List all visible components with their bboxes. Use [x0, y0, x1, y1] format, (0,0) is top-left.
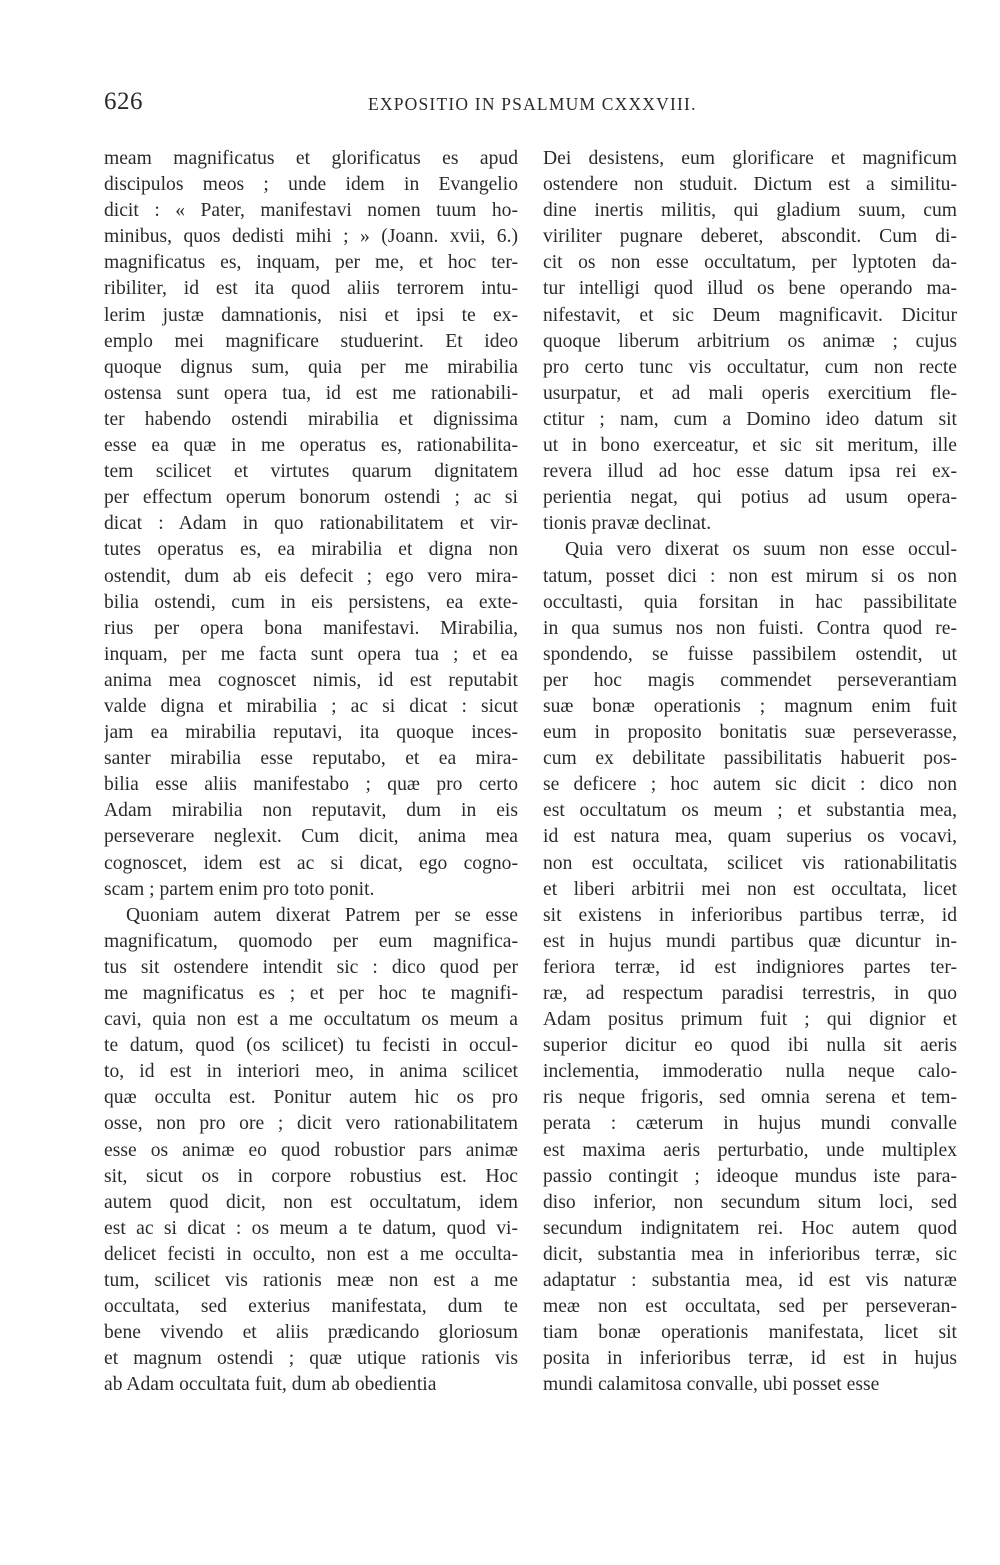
right-text-column — [543, 146, 957, 1399]
left-column-line: te datum, quod (os scilicet) tu fecisti in occul- — [104, 1035, 518, 1057]
right-column-line: posita in inferioribus terræ, id est in hujus — [543, 1348, 957, 1370]
left-column-line: meam magnificatus et glorificatus es apud — [104, 148, 518, 169]
right-column-line: viriliter pugnare deberet, abscondit. Cum di- — [543, 226, 957, 248]
right-column-line: usurpatur, et ad mali operis exercitium fle- — [543, 382, 957, 404]
left-column-line: bilia esse aliis manifestabo ; quæ pro certo — [104, 774, 518, 796]
right-column-line: ctitur ; nam, cum a Domino ideo datum sit — [543, 408, 957, 430]
left-column-line: dicit : « Pater, manifestavi nomen tuum ho- — [104, 200, 518, 222]
right-column-line: dine inertis militis, qui gladium suum, cum — [543, 200, 957, 222]
left-column-line: et magnum ostendi ; quæ utique rationis vis — [104, 1348, 518, 1370]
page-header — [104, 88, 960, 120]
right-column-line: se deficere ; hoc autem sic dicit : dico non — [543, 774, 957, 796]
right-column-line: est in hujus mundi partibus quæ dicuntur in- — [543, 930, 957, 952]
right-column-line: sit existens in inferioribus partibus terræ, id — [543, 904, 957, 926]
left-column-line: esse ea quæ in me operatus es, rationabilita- — [104, 435, 518, 457]
left-column-line: ab Adam occultata fuit, dum ab obedientia — [104, 1374, 437, 1396]
left-column-line: ter habendo ostendi mirabilia et dignissima — [104, 408, 518, 430]
left-column-line: to, id est in interiori meo, in anima scilicet — [104, 1061, 518, 1083]
left-column-line: me magnificatus es ; et per hoc te magnifi- — [104, 983, 518, 1004]
right-column-line: meæ non est occultata, sed per perseveran- — [543, 1296, 957, 1318]
left-column-line: Adam mirabilia non reputavit, dum in eis — [104, 800, 518, 822]
right-column-line: pro certo tunc vis occultatur, cum non recte — [543, 356, 957, 378]
right-column-line: cit os non esse occultatum, per lyptoten da- — [543, 252, 957, 274]
right-column-line: revera illud ad hoc esse datum ipsa rei ex- — [543, 461, 957, 483]
left-column-line: per effectum operum bonorum ostendi ; ac si — [104, 487, 518, 509]
right-column-line: adaptatur : substantia mea, id est vis naturæ — [543, 1270, 957, 1292]
right-column-line: dicit, substantia mea in inferioribus terræ, sic — [543, 1243, 957, 1265]
left-column-line: sit, sicut os in corpore robustius est. Hoc — [104, 1165, 518, 1187]
right-column-line: Quia vero dixerat os suum non esse occul- — [565, 539, 957, 561]
left-column-line: scam ; partem enim pro toto ponit. — [104, 878, 375, 900]
left-column-line: bene vivendo et aliis prædicando gloriosum — [104, 1322, 518, 1344]
left-column-line: cognoscet, idem est ac si dicat, ego cogno- — [104, 852, 518, 874]
left-column-line: tum, scilicet vis rationis meæ non est a me — [104, 1270, 518, 1292]
left-column-line: anima mea cognoscet nimis, id est reputabit — [104, 669, 518, 691]
right-column-line: est maxima aeris perturbatio, unde multiplex — [543, 1139, 957, 1161]
left-column-line: discipulos meos ; unde idem in Evangelio — [104, 174, 518, 196]
left-column-line: quoque dignus sum, quia per me mirabilia — [104, 356, 518, 378]
right-column-line: Adam positus primum fuit ; qui dignior et — [543, 1009, 957, 1031]
right-column-line: per hoc magis commendet perseverantiam — [543, 669, 957, 691]
left-column-line: rius per opera bona manifestavi. Mirabilia, — [104, 617, 518, 639]
left-column-line: magnificatum, quomodo per eum magnifica- — [104, 930, 518, 952]
right-column-line: ut in bono exerceatur, et sic sit meritum, ille — [543, 435, 957, 457]
page-number: 626 — [104, 88, 143, 115]
right-column-line: est occultatum os meum ; et substantia mea, — [543, 800, 957, 822]
right-column-line: ostendere non studuit. Dictum est a similitu- — [543, 174, 957, 196]
right-column-line: id est natura mea, quam superius os vocavi, — [543, 826, 957, 848]
left-column-line: delicet fecisti in occulto, non est a me occulta- — [104, 1243, 518, 1265]
left-column-line: quæ occulta est. Ponitur autem hic os pro — [104, 1087, 518, 1109]
right-column-line: inclementia, immoderatio nulla neque calo- — [543, 1061, 957, 1083]
left-text-column — [104, 146, 518, 1399]
right-column-line: ræ, ad respectum paradisi terrestris, in quo — [543, 983, 957, 1004]
running-title: EXPOSITIO IN PSALMUM CXXXVIII. — [368, 94, 697, 114]
right-column-line: et liberi arbitrii mei non est occultata, licet — [543, 878, 957, 900]
left-column-line: magnificatus es, inquam, per me, et hoc ter- — [104, 252, 518, 274]
right-column-line: perientia negat, qui potius ad usum opera- — [543, 487, 957, 509]
right-column-line: cum ex debilitate passibilitatis habuerit pos- — [543, 748, 957, 770]
right-column-line: diso inferior, non secundum situm loci, sed — [543, 1191, 957, 1213]
left-column-line: osse, non pro ore ; dicit vero rationabilitatem — [104, 1113, 518, 1135]
right-column-line: quoque liberum arbitrium os animæ ; cujus — [543, 330, 957, 352]
right-column-line: ris neque frigoris, sed omnia serena et tem- — [543, 1087, 957, 1109]
right-column-line: secundum indignitatem rei. Hoc autem quod — [543, 1217, 957, 1239]
left-column-line: jam ea mirabilia reputavi, ita quoque inces- — [104, 722, 518, 744]
right-column-line: feriora terræ, id est indigniores partes ter- — [543, 956, 957, 978]
right-column-line: in qua sumus nos non fuisti. Contra quod re- — [543, 617, 957, 639]
left-column-line: perseverare neglexit. Cum dicit, anima mea — [104, 826, 518, 848]
left-column-line: ostensa sunt opera tua, id est me rationabili- — [104, 382, 518, 404]
left-column-line: tutes operatus es, ea mirabilia et digna non — [104, 539, 518, 561]
right-column-line: perata : cæterum in hujus mundi convalle — [543, 1113, 957, 1135]
left-column-line: est ac si dicat : os meum a te datum, quod vi- — [104, 1217, 518, 1239]
left-column-line: santer mirabilia esse reputabo, et ea mira- — [104, 748, 518, 770]
right-column-line: occultasti, quia forsitan in hac passibilitate — [543, 591, 957, 613]
left-column-line: minibus, quos dedisti mihi ; » (Joann. xvii, 6.) — [104, 226, 518, 248]
right-column-line: superior dicitur eo quod ibi nulla sit aeris — [543, 1035, 957, 1057]
right-column-line: tionis pravæ declinat. — [543, 513, 712, 535]
left-column-line: autem quod dicit, non est occultatum, idem — [104, 1191, 518, 1213]
right-column-line: tur intelligi quod illud os bene operando ma- — [543, 278, 957, 300]
right-column-line: mundi calamitosa convalle, ubi posset esse — [543, 1374, 880, 1396]
left-column-line: cavi, quia non est a me occultatum os meum a — [104, 1009, 518, 1031]
left-column-line: inquam, per me facta sunt opera tua ; et ea — [104, 643, 518, 665]
left-column-line: Quoniam autem dixerat Patrem per se esse — [126, 904, 518, 926]
left-column-line: ostendit, dum ab eis defecit ; ego vero mira- — [104, 565, 518, 587]
left-column-line: dicat : Adam in quo rationabilitatem et vir- — [104, 513, 518, 535]
left-column-line: tus sit ostendere intendit sic : dico quod per — [104, 956, 518, 978]
right-column-line: spondendo, se fuisse passibilem ostendit, ut — [543, 643, 957, 665]
right-column-line: Dei desistens, eum glorificare et magnificum — [543, 148, 957, 169]
right-column-line: suæ bonæ operationis ; magnum enim fuit — [543, 695, 957, 717]
right-column-line: eum in proposito bonitatis suæ perseverasse, — [543, 722, 957, 744]
right-column-line: tatum, posset dici : non est mirum si os non — [543, 565, 957, 587]
left-column-line: valde digna et mirabilia ; ac si dicat : sicut — [104, 695, 518, 717]
left-column-line: emplo mei magnificare studuerint. Et ideo — [104, 330, 518, 352]
left-column-line: lerim justæ damnationis, nisi et ipsi te ex- — [104, 304, 518, 326]
left-column-line: ribiliter, id est ita quod aliis terrorem intu- — [104, 278, 518, 300]
left-column-line: bilia ostendi, cum in eis persistens, ea exte- — [104, 591, 518, 613]
right-column-line: tiam bonæ operationis manifestata, licet sit — [543, 1322, 957, 1344]
left-column-line: occultata, sed exterius manifestata, dum te — [104, 1296, 518, 1318]
right-column-line: non est occultata, scilicet vis rationabilitatis — [543, 852, 957, 874]
left-column-line: esse os animæ eo quod robustior pars animæ — [104, 1139, 518, 1161]
right-column-line: nifestavit, et sic Deum magnificavit. Dicitur — [543, 304, 957, 326]
right-column-line: passio contingit ; ideoque mundus iste para- — [543, 1165, 957, 1187]
left-column-line: tem scilicet et virtutes quarum dignitatem — [104, 461, 518, 483]
